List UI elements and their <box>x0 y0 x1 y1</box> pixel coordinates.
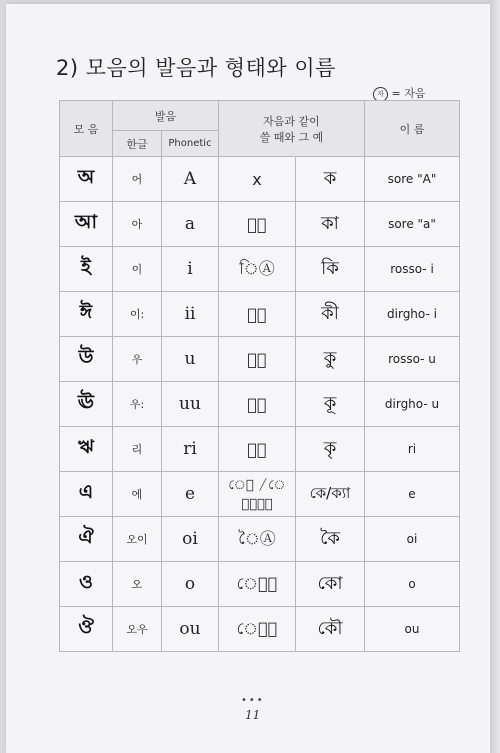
name-cell: oi <box>365 517 460 562</box>
example-cell: কো <box>296 562 365 607</box>
form-cell: x <box>219 157 296 202</box>
form-cell: Ⓐূ <box>219 382 296 427</box>
vowel-cell: আ <box>60 202 113 247</box>
vowel-cell: উ <box>60 337 113 382</box>
table-row <box>60 157 460 202</box>
phonetic-cell: i <box>162 247 219 292</box>
header-with-consonant-line1: 자음과 같이 <box>263 114 320 128</box>
form-cell: েⒶ /েⒶ্যা <box>219 472 296 517</box>
vowel-cell: অ <box>60 157 113 202</box>
name-cell: e <box>365 472 460 517</box>
name-cell: ou <box>365 607 460 652</box>
example-cell: কৌ <box>296 607 365 652</box>
example-cell: কৃ <box>296 427 365 472</box>
hangul-cell: 우 <box>113 337 162 382</box>
hangul-cell: 오우 <box>113 607 162 652</box>
hangul-cell: 우: <box>113 382 162 427</box>
header-with-consonant-line2: 쓸 때와 그 예 <box>259 130 324 144</box>
phonetic-cell: ou <box>162 607 219 652</box>
example-cell: কী <box>296 292 365 337</box>
phonetic-cell: uu <box>162 382 219 427</box>
phonetic-cell: e <box>162 472 219 517</box>
hangul-cell: 이 <box>113 247 162 292</box>
page-edge <box>490 0 500 753</box>
header-phonetic: Phonetic <box>162 131 219 157</box>
example-cell: কা <box>296 202 365 247</box>
vowel-cell: ঊ <box>60 382 113 427</box>
phonetic-cell: A <box>162 157 219 202</box>
name-cell: ri <box>365 427 460 472</box>
vowel-cell: ঐ <box>60 517 113 562</box>
example-cell: কে/ক্যা <box>296 472 365 517</box>
form-cell: Ⓐু <box>219 337 296 382</box>
vowel-cell: ও <box>60 562 113 607</box>
table-row <box>60 337 460 382</box>
table-row <box>60 292 460 337</box>
form-cell: Ⓐা <box>219 202 296 247</box>
section-title: 2) 모음의 발음과 형태와 이름 <box>56 56 336 80</box>
consonant-symbol: 자 <box>373 87 388 102</box>
name-cell: dirgho- u <box>365 382 460 427</box>
page-number: 11 <box>245 708 261 722</box>
hangul-cell: 오이 <box>113 517 162 562</box>
vowel-table <box>59 100 460 652</box>
example-cell: ক <box>296 157 365 202</box>
hangul-cell: 아 <box>113 202 162 247</box>
form-cell: েⒶৗ <box>219 607 296 652</box>
phonetic-cell: ii <box>162 292 219 337</box>
legend-text: = 자음 <box>388 87 426 100</box>
form-cell: Ⓐৃ <box>219 427 296 472</box>
phonetic-cell: ri <box>162 427 219 472</box>
name-cell: o <box>365 562 460 607</box>
name-cell: dirgho- i <box>365 292 460 337</box>
vowel-cell: এ <box>60 472 113 517</box>
phonetic-cell: u <box>162 337 219 382</box>
header-hangul: 한글 <box>113 131 162 157</box>
vowel-cell: ঔ <box>60 607 113 652</box>
example-cell: কূ <box>296 382 365 427</box>
example-cell: কি <box>296 247 365 292</box>
hangul-cell: 어 <box>113 157 162 202</box>
form-cell: ৈⒶ <box>219 517 296 562</box>
table-row <box>60 427 460 472</box>
name-cell: rosso- u <box>365 337 460 382</box>
table-row <box>60 472 460 517</box>
vowel-cell: ই <box>60 247 113 292</box>
table-row <box>60 562 460 607</box>
header-vowel: 모 음 <box>60 101 113 157</box>
vowel-cell: ঈ <box>60 292 113 337</box>
table-row <box>60 247 460 292</box>
vowel-cell: ঋ <box>60 427 113 472</box>
hangul-cell: 리 <box>113 427 162 472</box>
table-row <box>60 607 460 652</box>
footer-dots: ••• <box>241 695 265 706</box>
phonetic-cell: o <box>162 562 219 607</box>
name-cell: sore "A" <box>365 157 460 202</box>
example-cell: কৈ <box>296 517 365 562</box>
table-row <box>60 202 460 247</box>
name-cell: rosso- i <box>365 247 460 292</box>
phonetic-cell: oi <box>162 517 219 562</box>
header-name: 이 름 <box>365 101 460 157</box>
table-row <box>60 382 460 427</box>
header-with-consonant <box>219 101 365 157</box>
table-row <box>60 517 460 562</box>
hangul-cell: 오 <box>113 562 162 607</box>
hangul-cell: 이: <box>113 292 162 337</box>
form-cell: িⒶ <box>219 247 296 292</box>
form-cell: েⒶা <box>219 562 296 607</box>
example-cell: কু <box>296 337 365 382</box>
phonetic-cell: a <box>162 202 219 247</box>
hangul-cell: 에 <box>113 472 162 517</box>
form-cell: Ⓐী <box>219 292 296 337</box>
name-cell: sore "a" <box>365 202 460 247</box>
header-pronunciation: 발음 <box>113 101 219 131</box>
